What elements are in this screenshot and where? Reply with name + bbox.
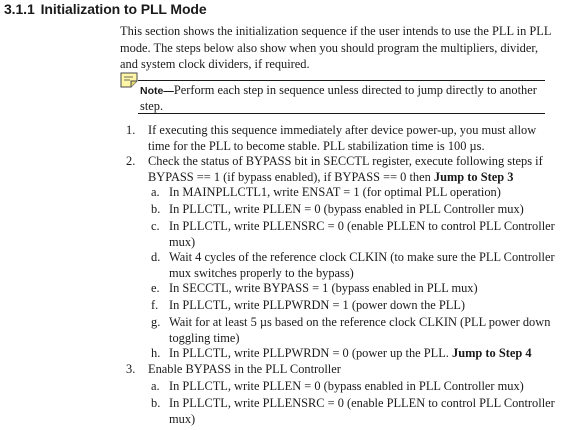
step-marker: 1. <box>126 123 136 137</box>
substep-marker: a. <box>151 185 160 199</box>
substep-marker: f. <box>151 298 159 312</box>
note-bottom-rule <box>138 113 545 114</box>
jump-link: Jump to Step 4 <box>452 346 532 360</box>
substep-text: Wait 4 cycles of the reference clock CLKIN (to make sure the PLL Controller mux switches properly to the bypass) <box>169 250 555 280</box>
note-label: Note— <box>140 85 174 97</box>
step-text: If executing this sequence immediately after device power-up, you must allow time for the PLL to become stable. PLL stabilization time is 100 µs. <box>148 123 537 153</box>
substep-marker: c. <box>151 219 160 233</box>
note-box <box>140 83 540 113</box>
substep-text: In PLLCTL, write PLLENSRC = 0 (enable PLLEN to control PLL Controller mux) <box>169 219 555 249</box>
section-number: 3.1.1 <box>4 1 35 17</box>
step-marker: 3. <box>126 362 136 376</box>
substep-text: Wait for at least 5 µs based on the reference clock CLKIN (PLL power down toggling time) <box>169 315 551 345</box>
step-text: Check the status of BYPASS bit in SECCTL register, execute following steps if BYPASS == 1 (if bypass enabled), if BYPASS == 0 then <box>148 154 543 184</box>
step-text: Enable BYPASS in the PLL Controller <box>148 362 341 376</box>
substep-marker: g. <box>151 315 161 329</box>
section-heading <box>4 1 207 17</box>
note-text: Perform each step in sequence unless directed to jump directly to another step. <box>140 83 537 113</box>
note-icon <box>120 71 140 89</box>
substep-marker: d. <box>151 250 161 264</box>
substep-text: In PLLCTL, write PLLEN = 0 (bypass enabled in PLL Controller mux) <box>169 379 524 393</box>
substep-marker: e. <box>151 281 160 295</box>
substep-text: In SECCTL, write BYPASS = 1 (bypass enabled in PLL mux) <box>169 281 478 295</box>
jump-link: Jump to Step 3 <box>433 169 514 184</box>
note-top-rule <box>138 80 545 81</box>
substep-text: In PLLCTL, write PLLPWRDN = 1 (power down the PLL) <box>169 298 466 312</box>
substep-text: In MAINPLLCTL1, write ENSAT = 1 (for optimal PLL operation) <box>169 185 501 199</box>
substep-text: In PLLCTL, write PLLEN = 0 (bypass enabled in PLL Controller mux) <box>169 202 524 216</box>
substep-marker: b. <box>151 396 161 410</box>
substep-text: In PLLCTL, write PLLPWRDN = 0 (power up the PLL. <box>169 346 452 360</box>
substep-marker: a. <box>151 379 160 393</box>
section-title: Initialization to PLL Mode <box>40 1 207 17</box>
substep-marker: h. <box>151 346 161 360</box>
substep-text: In PLLCTL, write PLLENSRC = 0 (enable PLLEN to control PLL Controller mux) <box>169 396 555 426</box>
intro-paragraph: This section shows the initialization sequence if the user intends to use the PLL in PLL mode. The steps below also show when you should program the multipliers, divider, and system clock dividers, if required. <box>120 24 551 71</box>
step-marker: 2. <box>126 154 136 168</box>
substep-marker: b. <box>151 202 161 216</box>
